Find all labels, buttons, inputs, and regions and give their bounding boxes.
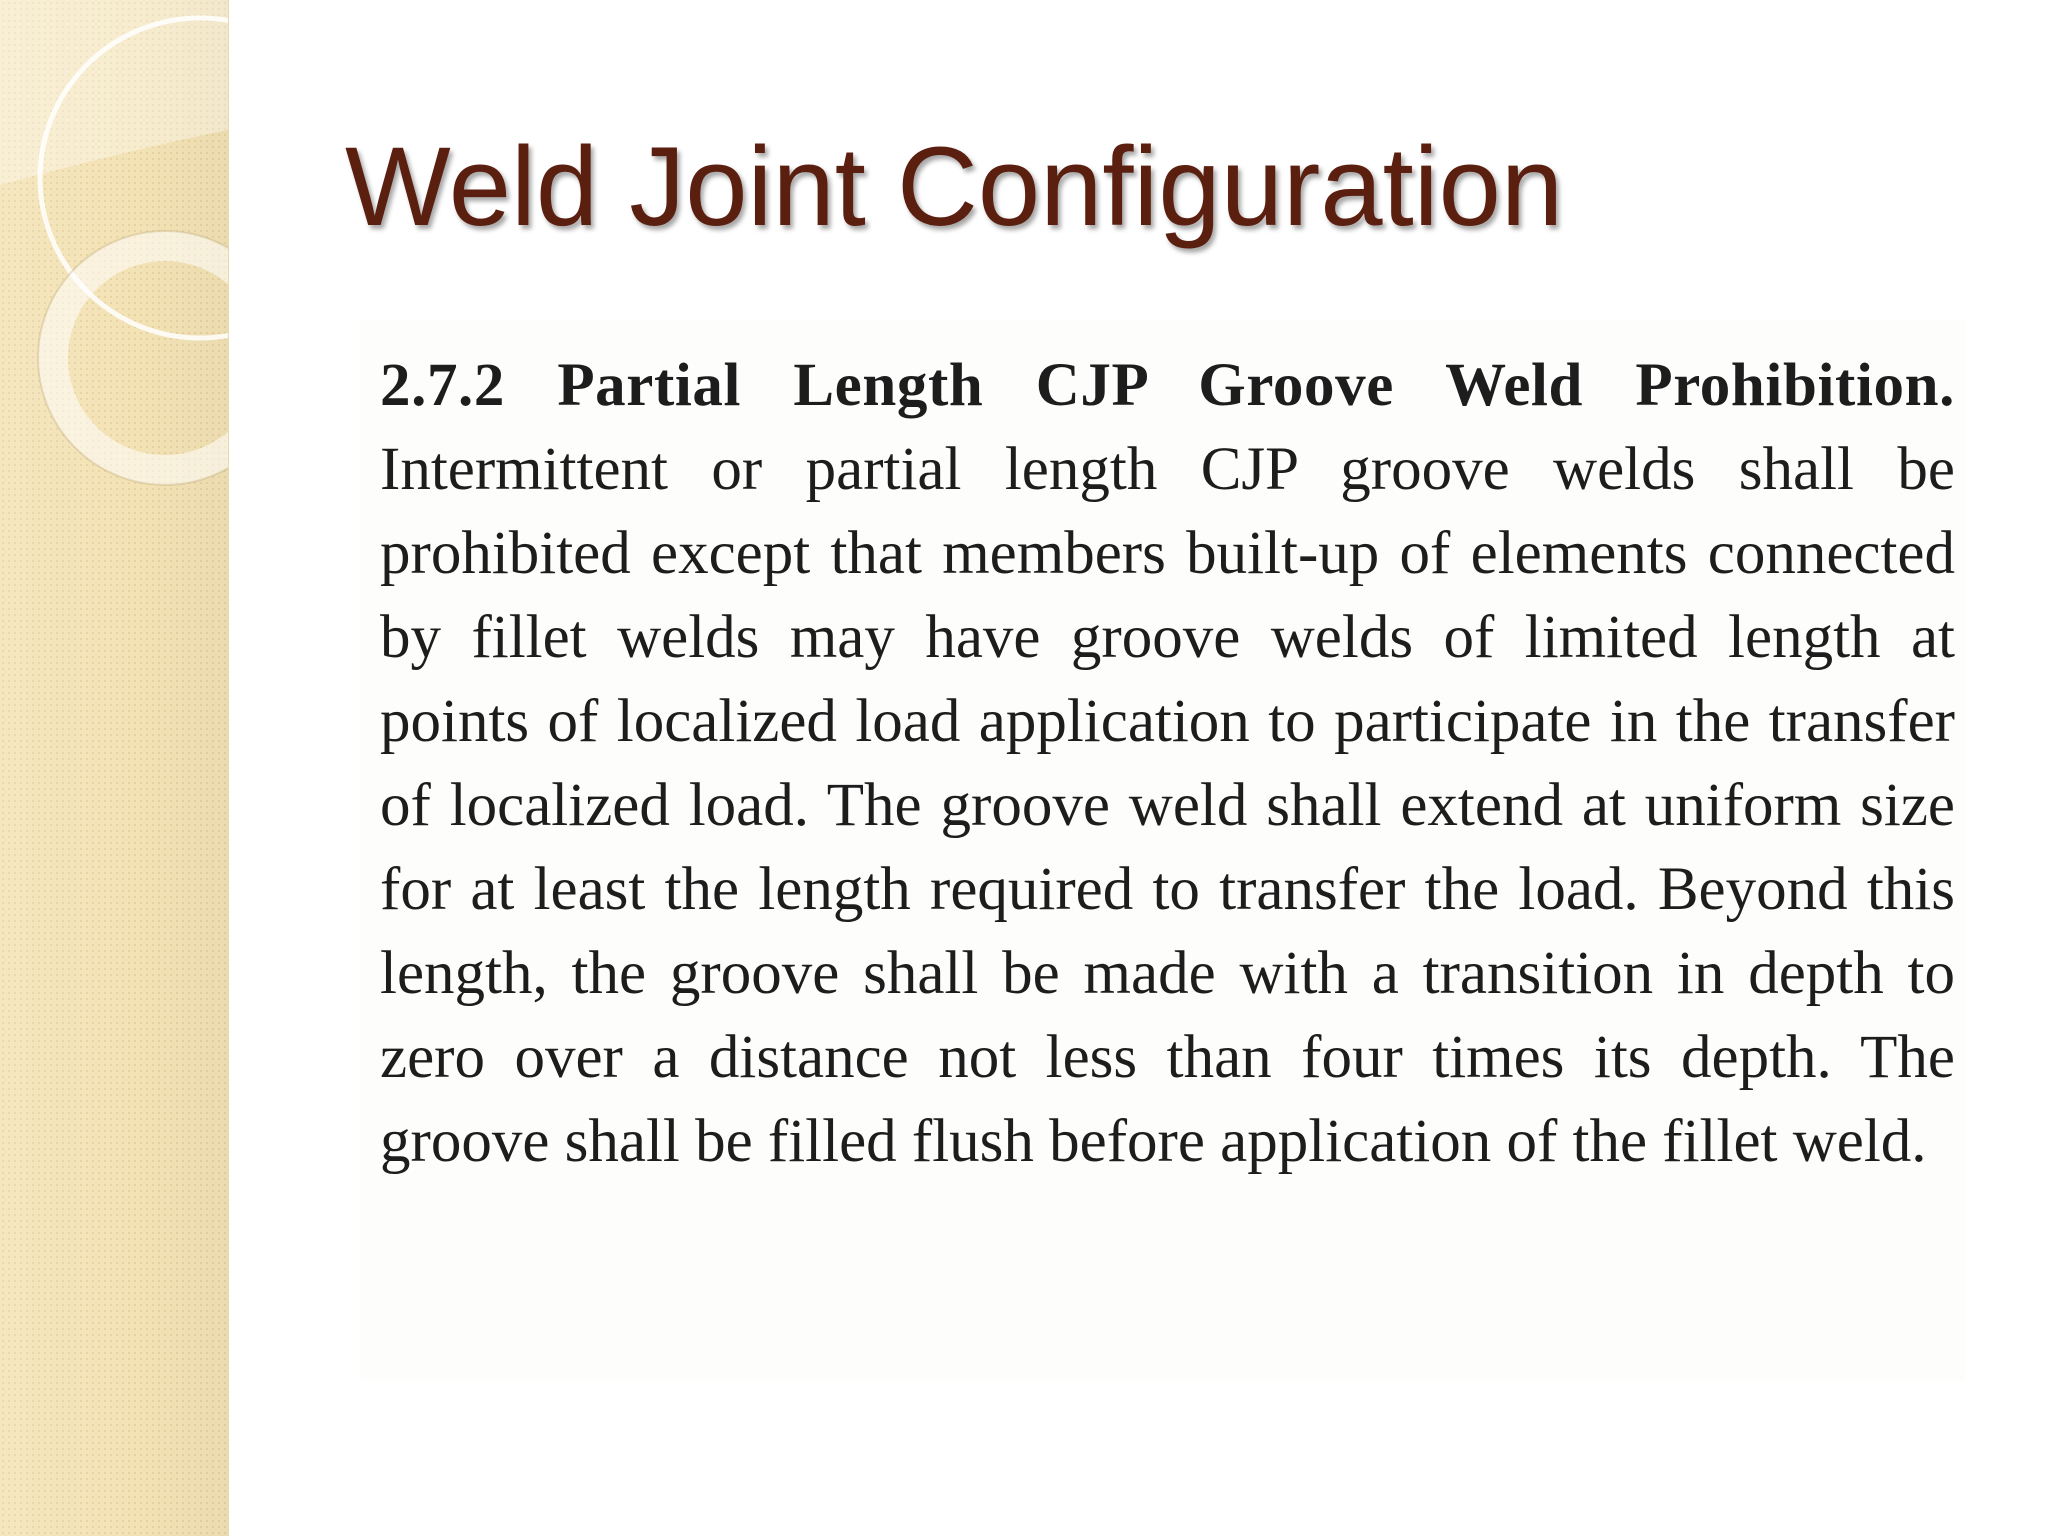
document-paragraph [380,344,1955,1184]
slide-title: Weld Joint Configuration [345,124,1564,249]
section-heading: 2.7.2 Partial Length CJP Groove Weld Prohibition. [380,352,1955,419]
decorative-circles [0,0,260,520]
section-body: Intermittent or partial length CJP groove welds shall be prohibited except that members built-up of elements connected by fillet welds may have groove welds of limited length at points of localized load application to participate in the transfer of localized load. The groove weld shall extend at uniform size for at least the length required to transfer the load. Beyond this length, the groove shall be made with a transition in depth to zero over a distance not less than four times its depth. The groove shall be filled flush before application of the fillet weld. [380,436,1955,1175]
